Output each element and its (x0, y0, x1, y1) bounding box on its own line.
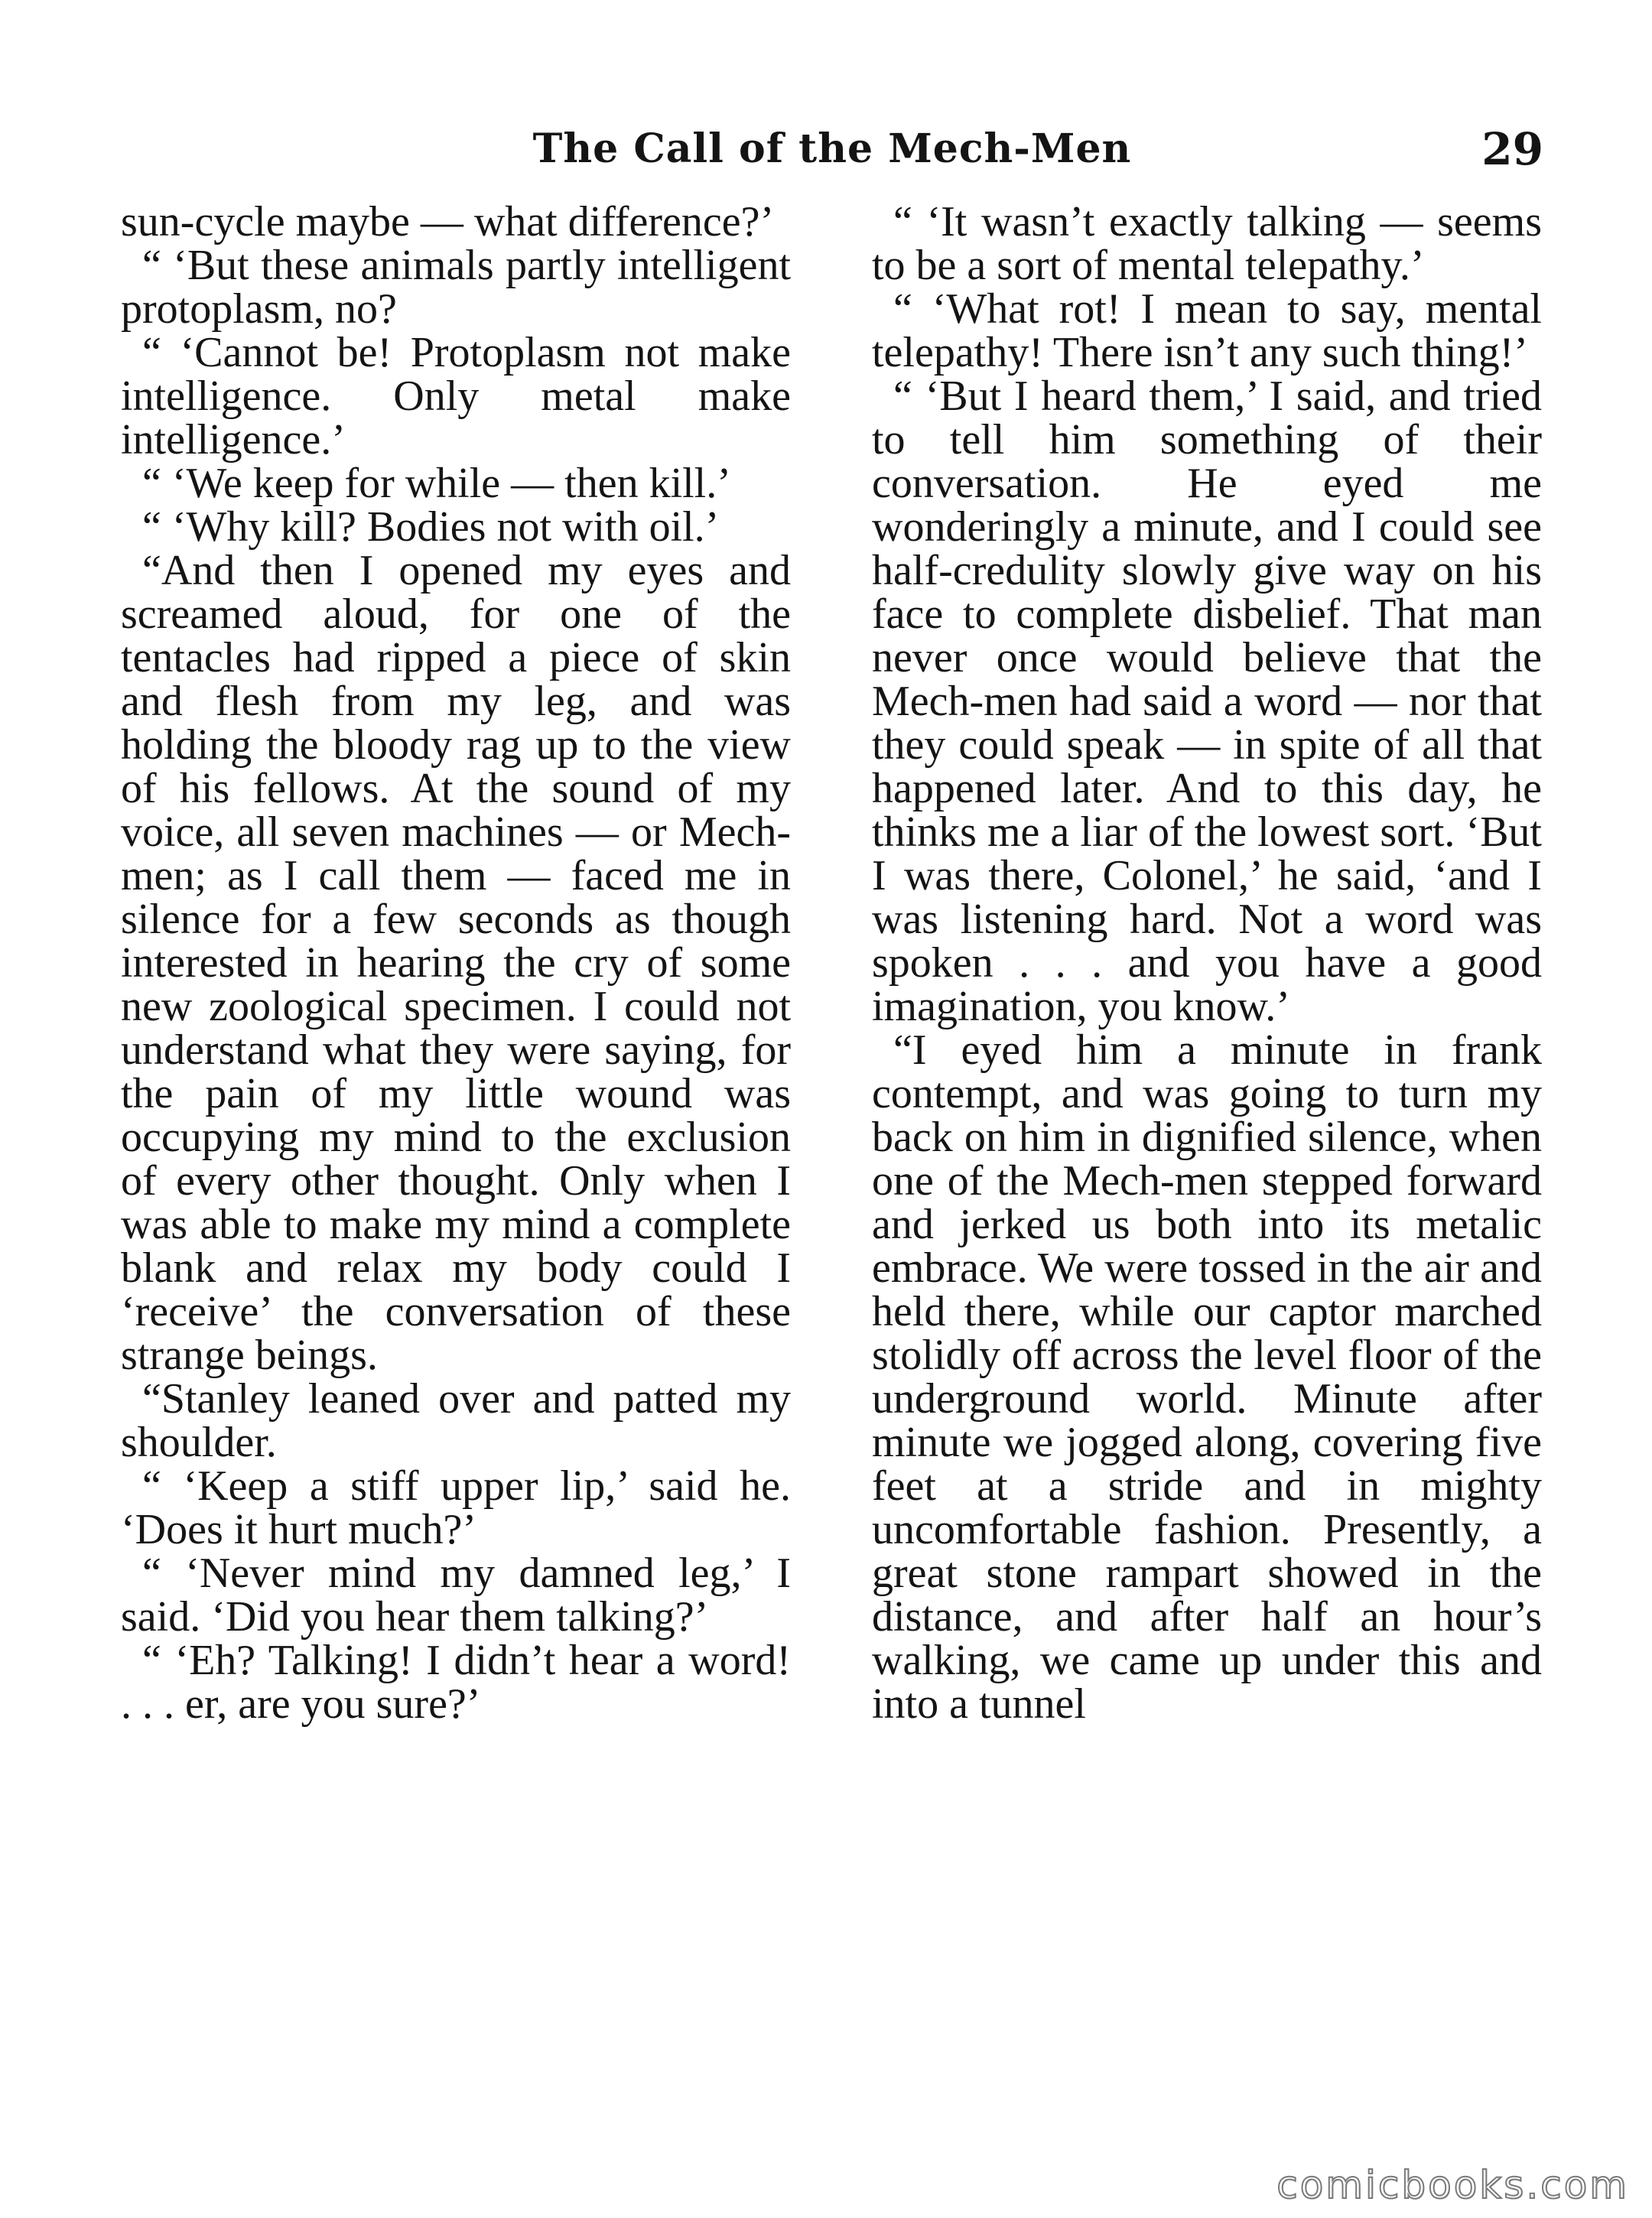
paragraph: “ ‘Cannot be! Protoplasm not make intelligence. Only metal make intelligence.’ (121, 329, 791, 463)
paragraph: “I eyed him a minute in frank contempt, and was going to turn my back on him in dignified silence, when one of the Mech-men stepped forward and jerked us both into its metalic embrace. We were tossed in the air and held there, while our captor marched stolidly off across the level floor of the underground world. Minute after minute we jogged along, covering five feet at a stride and in mighty uncomfortable fashion. Presently, a great stone rampart showed in the distance, and after half an hour’s walking, we came up under this and into a tunnel (872, 1026, 1542, 1728)
paragraph: sun-cycle maybe — what difference?’ (121, 198, 775, 246)
paragraph: “ ‘Keep a stiff upper lip,’ said he. ‘Does it hurt much?’ (121, 1462, 791, 1553)
paragraph: “And then I opened my eyes and screamed aloud, for one of the tentacles had ripped a piece of skin and flesh from my leg, and was holding the bloody rag up to the view of his fellows. At the sound of my voice, all seven machines — or Mech-men; as I call them — faced me in silence for a few seconds as though interested in hearing the cry of some new zoological specimen. I could not understand what they were saying, for the pain of my little wound was occupying my mind to the exclusion of every other thought. Only when I was able to make my mind a complete blank and relax my body could I ‘receive’ the conversation of these strange beings. (121, 547, 791, 1379)
page-header (121, 115, 1543, 184)
watermark-logo: comicbooks.com (1276, 2163, 1629, 2207)
paragraph: “ ‘We keep for while — then kill.’ (142, 460, 731, 507)
left-column (121, 200, 791, 1726)
running-title: The Call of the Mech-Men (532, 125, 1132, 172)
paragraph: “ ‘What rot! I mean to say, mental telepathy! There isn’t any such thing!’ (872, 285, 1542, 376)
paragraph: “Stanley leaned over and patted my shoulder. (121, 1375, 791, 1466)
right-column (872, 200, 1542, 1726)
paragraph: “ ‘It wasn’t exactly talking — seems to be a sort of mental telepathy.’ (872, 198, 1542, 289)
paragraph: “ ‘Why kill? Bodies not with oil.’ (142, 503, 720, 551)
paragraph: “ ‘But these animals partly intelligent protoplasm, no? (121, 242, 791, 333)
paragraph: “ ‘Eh? Talking! I didn’t hear a word! . . . er, are you sure?’ (121, 1637, 791, 1728)
paragraph: “ ‘Never mind my damned leg,’ I said. ‘Did you hear them talking?’ (121, 1550, 791, 1641)
paragraph: “ ‘But I heard them,’ I said, and tried to tell him something of their conversation. He eyed me wonderingly a minute, and I could see half-credulity slowly give way on his face to complete disbelief. That man never once would believe that the Mech-men had said a word — nor that they could speak — in spite of all that happened later. And to this day, he thinks me a liar of the lowest sort. ‘But I was there, Colonel,’ he said, ‘and I was listening hard. Not a word was spoken . . . and you have a good imagination, you know.’ (872, 372, 1542, 1030)
page-number: 29 (1481, 123, 1543, 175)
